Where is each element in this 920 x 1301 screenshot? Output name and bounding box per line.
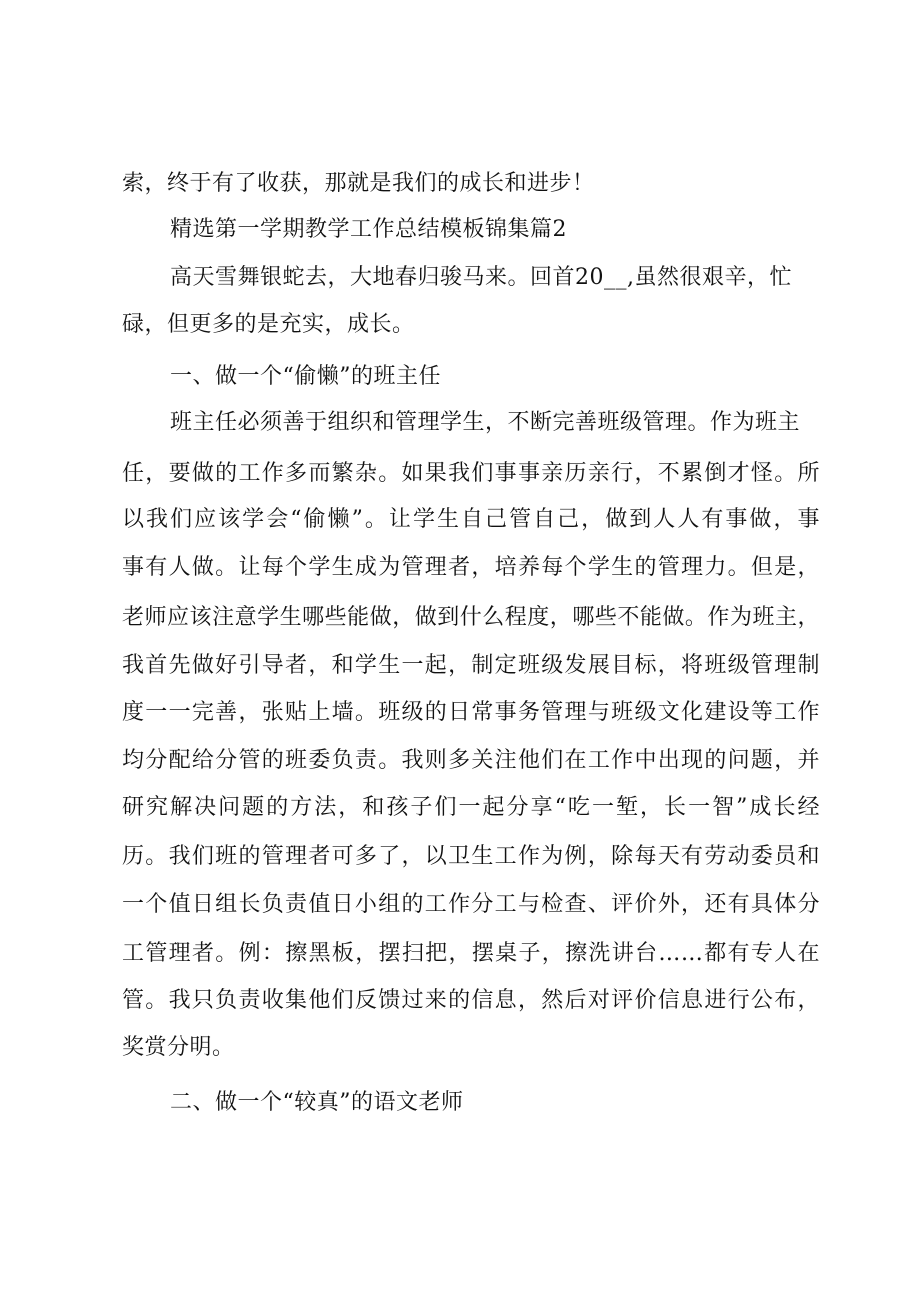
paragraph-line: 以我们应该学会“偷懒”。让学生自己管自己，做到人人有事做，事 <box>122 507 820 532</box>
paragraph-line: 索，终于有了收获，那就是我们的成长和进步！ <box>122 171 595 196</box>
paragraph-line: 历。我们班的管理者可多了，以卫生工作为例，除每天有劳动委员和 <box>122 844 820 869</box>
paragraph-line: 奖赏分明。 <box>122 1035 235 1060</box>
paragraph-line: 工管理者。例：擦黑板，摆扫把，摆桌子，擦洗讲台……都有专人在 <box>122 941 820 966</box>
section-title: 精选第一学期教学工作总结模板锦集篇2 <box>170 217 567 242</box>
paragraph-line: 一个值日组长负责值日小组的工作分工与检查、评价外，还有具体分 <box>122 892 820 917</box>
paragraph-line: 度一一完善，张贴上墙。班级的日常事务管理与班级文化建设等工作 <box>122 700 820 725</box>
paragraph-line: 高天雪舞银蛇去，大地春归骏马来。回首20__,虽然很艰辛，忙 <box>170 265 792 290</box>
paragraph-line: 碌，但更多的是充实，成长。 <box>122 312 415 337</box>
paragraph-line: 均分配给分管的班委负责。我则多关注他们在工作中出现的问题，并 <box>122 748 820 773</box>
section-heading: 一、做一个“偷懒”的班主任 <box>170 364 441 389</box>
paragraph-line: 管。我只负责收集他们反馈过来的信息，然后对评价信息进行公布， <box>122 988 820 1013</box>
section-heading: 二、做一个“较真”的语文老师 <box>170 1090 464 1115</box>
paragraph-line: 我首先做好引导者，和学生一起，制定班级发展目标，将班级管理制 <box>122 653 820 678</box>
paragraph-line: 事有人做。让每个学生成为管理者，培养每个学生的管理力。但是， <box>122 555 820 580</box>
paragraph-line: 任，要做的工作多而繁杂。如果我们事事亲历亲行，不累倒才怪。所 <box>122 461 820 486</box>
paragraph-line: 老师应该注意学生哪些能做，做到什么程度，哪些不能做。作为班主， <box>122 605 820 630</box>
paragraph-line: 班主任必须善于组织和管理学生，不断完善班级管理。作为班主 <box>170 410 801 435</box>
paragraph-line: 研究解决问题的方法，和孩子们一起分享“吃一堑，长一智”成长经 <box>122 795 820 820</box>
